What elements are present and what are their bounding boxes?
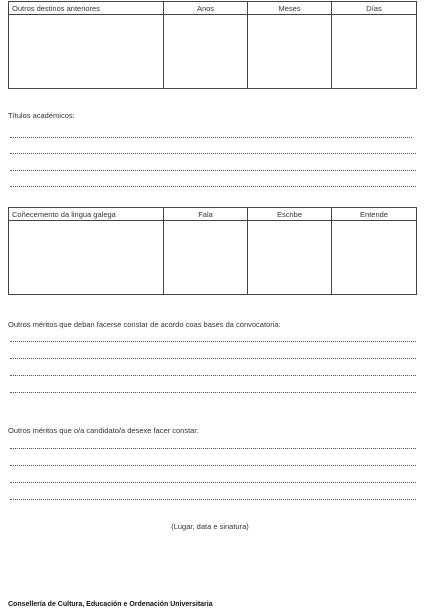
- cell-writes[interactable]: [248, 221, 332, 295]
- cell-days[interactable]: [332, 15, 417, 89]
- merits-bases-line-1[interactable]: [10, 341, 416, 342]
- table-row: [9, 15, 417, 89]
- academic-titles-line-4[interactable]: [10, 186, 416, 187]
- table-previous-posts: [8, 1, 417, 89]
- table-header-row: [9, 208, 417, 221]
- header-writes: Escribe: [248, 208, 332, 221]
- merits-bases-label: Outros méritos que deban facerse constar de acordo coas bases da convocatoria:: [8, 320, 281, 329]
- header-previous-posts: Outros destinos anteriores: [9, 2, 164, 15]
- table-header-row: [9, 2, 417, 15]
- cell-months[interactable]: [248, 15, 332, 89]
- cell-understands[interactable]: [332, 221, 417, 295]
- header-months: Meses: [248, 2, 332, 15]
- header-years: Anos: [164, 2, 248, 15]
- academic-titles-line-2[interactable]: [10, 153, 416, 154]
- academic-titles-line-1[interactable]: [10, 137, 412, 138]
- table-galician-language: [8, 207, 417, 295]
- table-row: [9, 221, 417, 295]
- header-days: Días: [332, 2, 417, 15]
- merits-candidate-label: Outros méritos que o/a candidato/a desexe facer constar:: [8, 426, 199, 435]
- header-speaks: Fala: [164, 208, 248, 221]
- merits-bases-line-4[interactable]: [10, 392, 416, 393]
- cell-speaks[interactable]: [164, 221, 248, 295]
- header-understands: Entende: [332, 208, 417, 221]
- cell-years[interactable]: [164, 15, 248, 89]
- merits-candidate-line-3[interactable]: [10, 482, 416, 483]
- merits-candidate-line-4[interactable]: [10, 499, 416, 500]
- merits-candidate-line-2[interactable]: [10, 465, 416, 466]
- header-galician-knowledge: Coñecemento da lingua galega: [9, 208, 164, 221]
- academic-titles-label: Títulos académicos:: [8, 111, 75, 120]
- cell-galician-knowledge[interactable]: [9, 221, 164, 295]
- merits-candidate-line-1[interactable]: [10, 448, 416, 449]
- merits-bases-line-2[interactable]: [10, 358, 416, 359]
- cell-previous-posts[interactable]: [9, 15, 164, 89]
- footer-organization: Consellería de Cultura, Educación e Ordenación Universitaria: [8, 601, 213, 608]
- academic-titles-line-3[interactable]: [10, 170, 416, 171]
- merits-bases-line-3[interactable]: [10, 375, 416, 376]
- signature-note: (Lugar, data e sinatura): [171, 522, 249, 531]
